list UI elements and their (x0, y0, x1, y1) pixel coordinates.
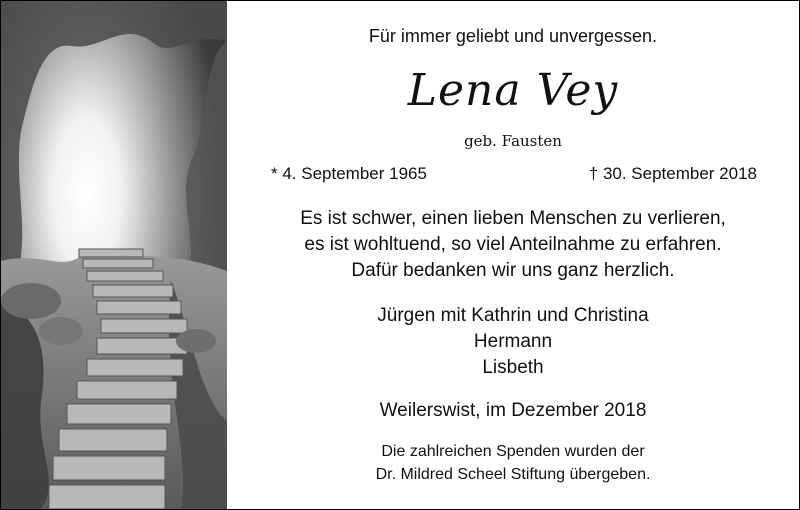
birth-date: * 4. September 1965 (271, 164, 427, 183)
notice-text (227, 1, 799, 509)
mourner-line: Lisbeth (482, 357, 544, 378)
stairway-photo (1, 1, 227, 509)
header-line: Für immer geliebt und unvergessen. (368, 26, 658, 46)
place-date: Weilerswist, im Dezember 2018 (379, 400, 647, 421)
donation-line: Die zahlreichen Spenden wurden der (381, 443, 645, 460)
message-line: Es ist schwer, einen lieben Menschen zu verlieren, (300, 208, 726, 229)
deceased-name: Lena Vey (407, 65, 619, 116)
mourner-line: Jürgen mit Kathrin und Christina (377, 305, 649, 326)
death-date: † 30. September 2018 (588, 164, 757, 183)
donation-line: Dr. Mildred Scheel Stiftung übergeben. (375, 466, 651, 483)
mourner-line: Hermann (473, 331, 553, 352)
maiden-name: geb. Fausten (464, 132, 562, 150)
message-line: es ist wohltuend, so viel Anteilnahme zu erfahren. (304, 234, 722, 255)
message-line: Dafür bedanken wir uns ganz herzlich. (351, 260, 675, 281)
